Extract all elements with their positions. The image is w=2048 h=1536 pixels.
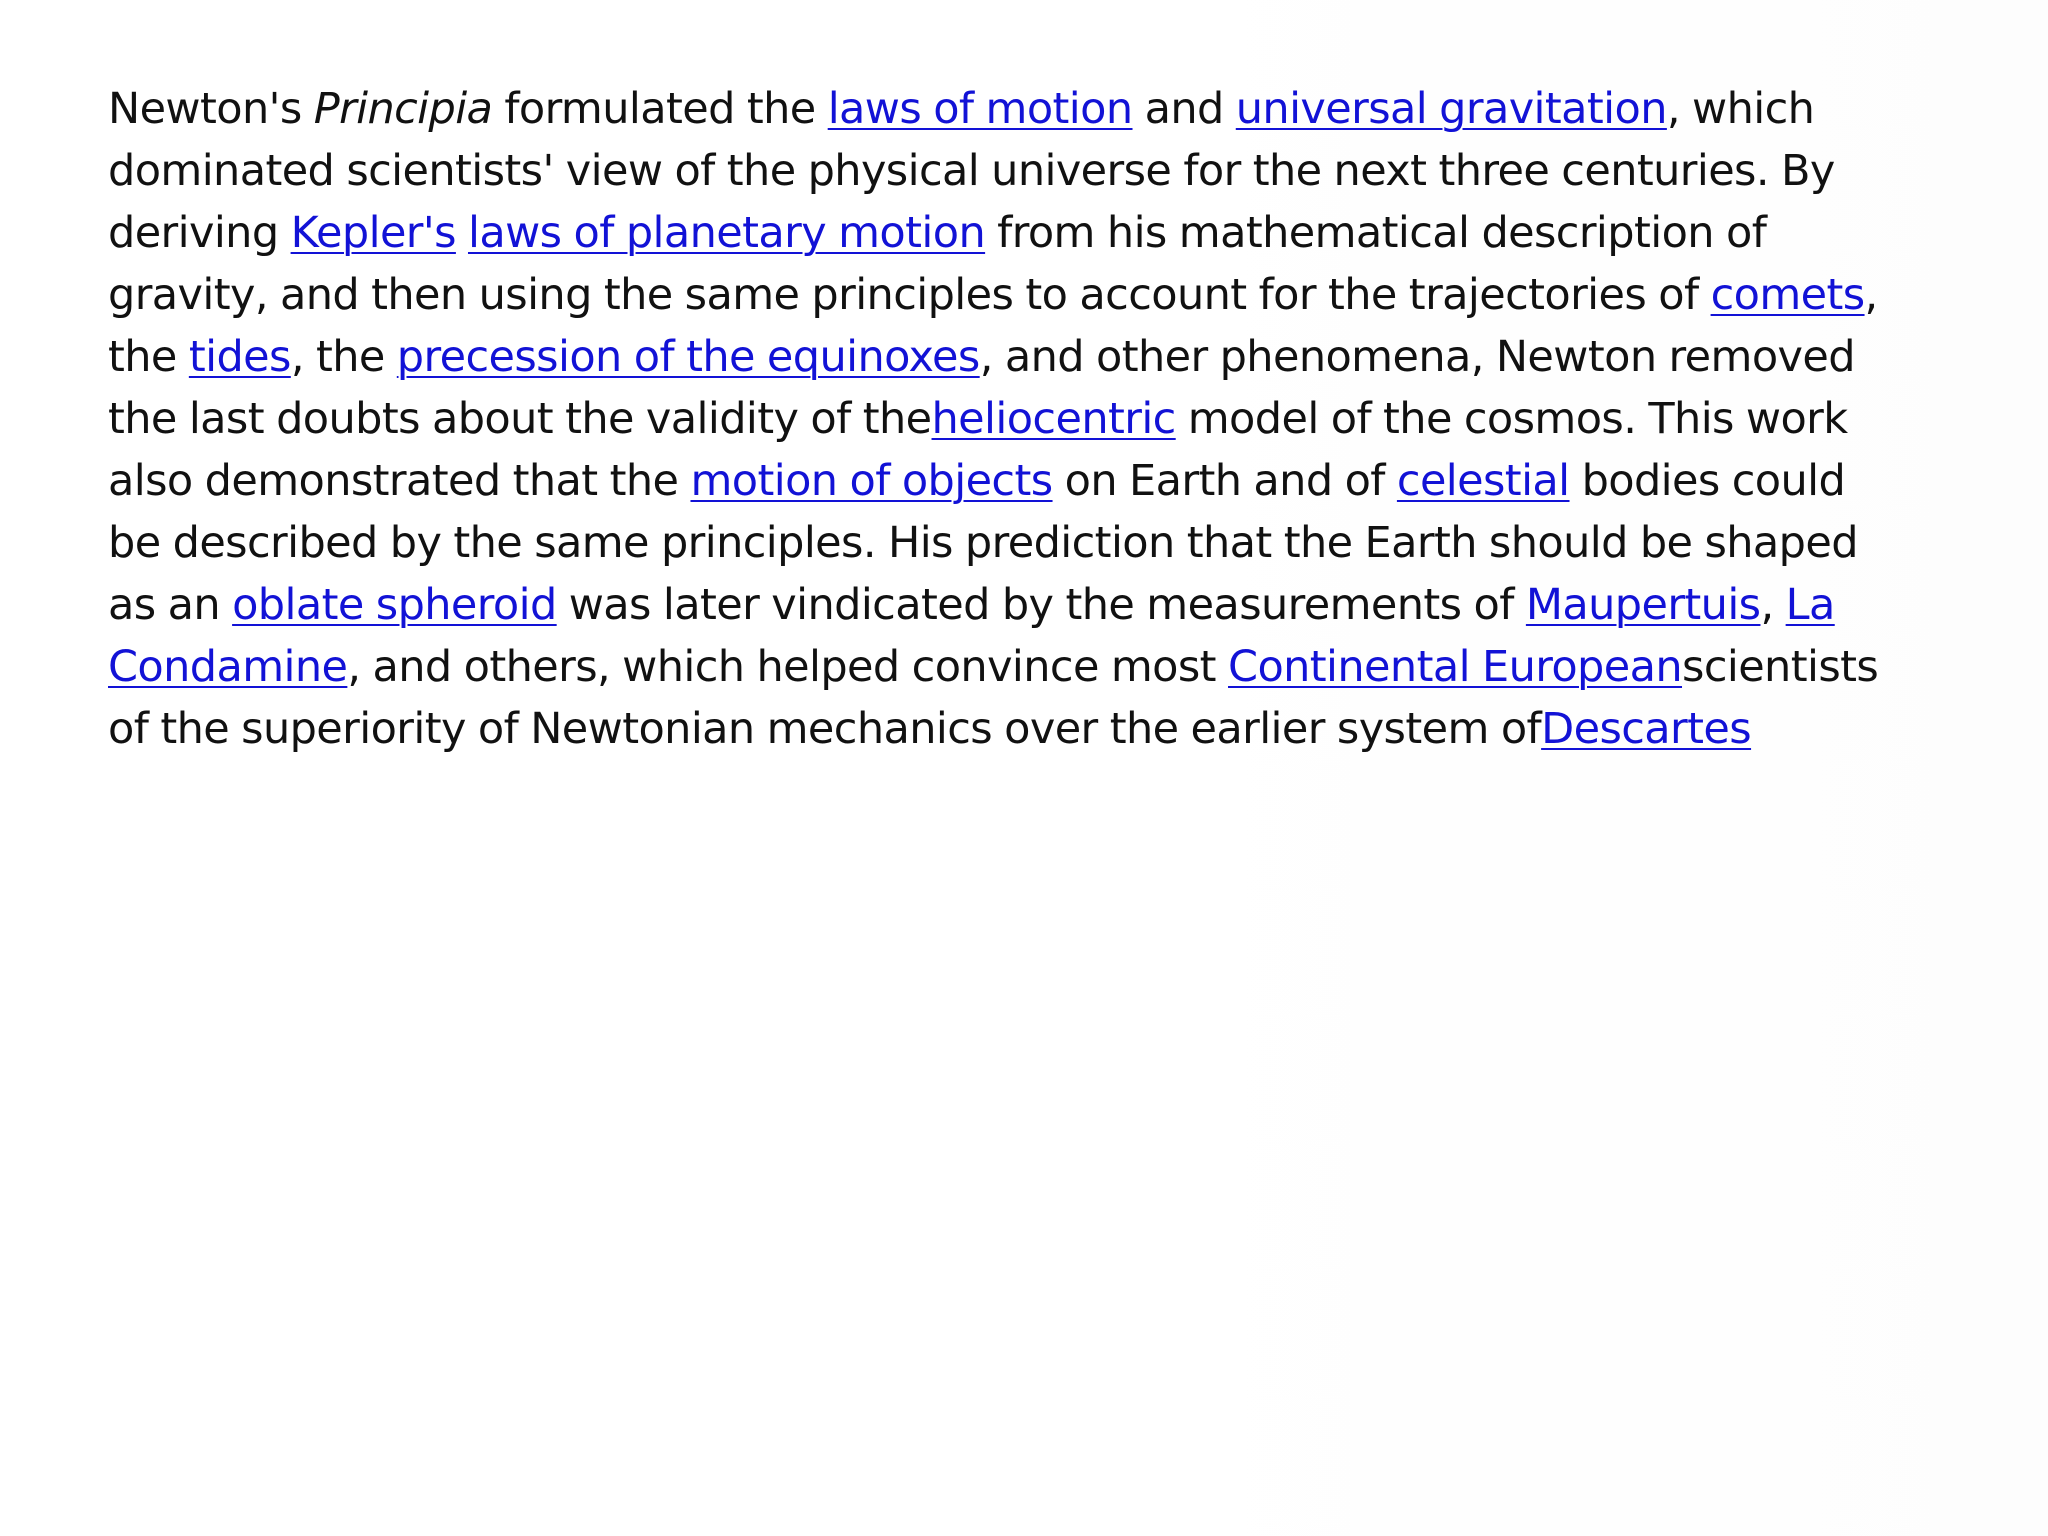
link-comets[interactable]: comets (1710, 270, 1865, 320)
link-heliocentric[interactable]: heliocentric (931, 394, 1176, 444)
text-run: , (1760, 580, 1786, 630)
text-run: as an (108, 580, 233, 630)
line-9 (108, 574, 1908, 636)
link-universal-gravitation[interactable]: universal gravitation (1235, 84, 1667, 134)
text-run: gravity, and then using the same principles to account for the trajectories of (108, 270, 1711, 320)
link-descartes[interactable]: Descartes (1541, 704, 1752, 754)
link-laws-of-motion[interactable]: laws of motion (827, 84, 1133, 134)
text-run: Newton's (108, 84, 314, 134)
link-la-condamine-part2[interactable]: Condamine (108, 642, 348, 692)
line-5 (108, 326, 1908, 388)
line-4 (108, 264, 1908, 326)
body-paragraph (108, 78, 1908, 760)
text-run: dominated scientists' view of the physical universe for the next three centuries. By (108, 146, 1835, 196)
line-3 (108, 202, 1908, 264)
text-run: , which (1666, 84, 1815, 134)
text-run: of the superiority of Newtonian mechanics over the earlier system of (108, 704, 1542, 754)
link-precession-of-the-equinoxes[interactable]: precession of the equinoxes (396, 332, 980, 382)
text-run (456, 208, 468, 258)
text-run: the (108, 332, 189, 382)
link-oblate-spheroid[interactable]: oblate spheroid (232, 580, 557, 630)
line-8 (108, 512, 1908, 574)
text-run: bodies could (1569, 456, 1846, 506)
text-run: was later vindicated by the measurements of (556, 580, 1526, 630)
text-run: from his mathematical description of (985, 208, 1767, 258)
link-continental-european[interactable]: Continental European (1228, 642, 1683, 692)
text-run: also demonstrated that the (108, 456, 691, 506)
link-laws-of-planetary-motion[interactable]: laws of planetary motion (467, 208, 986, 258)
text-run: on Earth and of (1052, 456, 1397, 506)
line-11 (108, 698, 1908, 760)
link-la-condamine-part1[interactable]: La (1785, 580, 1835, 630)
italic-title-principia: Principia (313, 84, 493, 134)
text-run: , and other phenomena, Newton removed (979, 332, 1855, 382)
link-keplers[interactable]: Kepler's (290, 208, 456, 258)
text-run: , (1864, 270, 1878, 320)
line-2 (108, 140, 1908, 202)
link-motion-of-objects[interactable]: motion of objects (690, 456, 1053, 506)
link-celestial[interactable]: celestial (1396, 456, 1570, 506)
text-run: , the (290, 332, 397, 382)
text-run: model of the cosmos. This work (1175, 394, 1848, 444)
link-tides[interactable]: tides (188, 332, 291, 382)
text-run: formulated the (492, 84, 828, 134)
text-run: be described by the same principles. His prediction that the Earth should be shaped (108, 518, 1858, 568)
link-maupertuis[interactable]: Maupertuis (1525, 580, 1761, 630)
line-10 (108, 636, 1908, 698)
text-run: , and others, which helped convince most (347, 642, 1229, 692)
text-run: scientists (1682, 642, 1879, 692)
text-run: deriving (108, 208, 291, 258)
text-run: and (1132, 84, 1236, 134)
line-7 (108, 450, 1908, 512)
text-run: the last doubts about the validity of the (108, 394, 932, 444)
line-6 (108, 388, 1908, 450)
line-1 (108, 78, 1908, 140)
